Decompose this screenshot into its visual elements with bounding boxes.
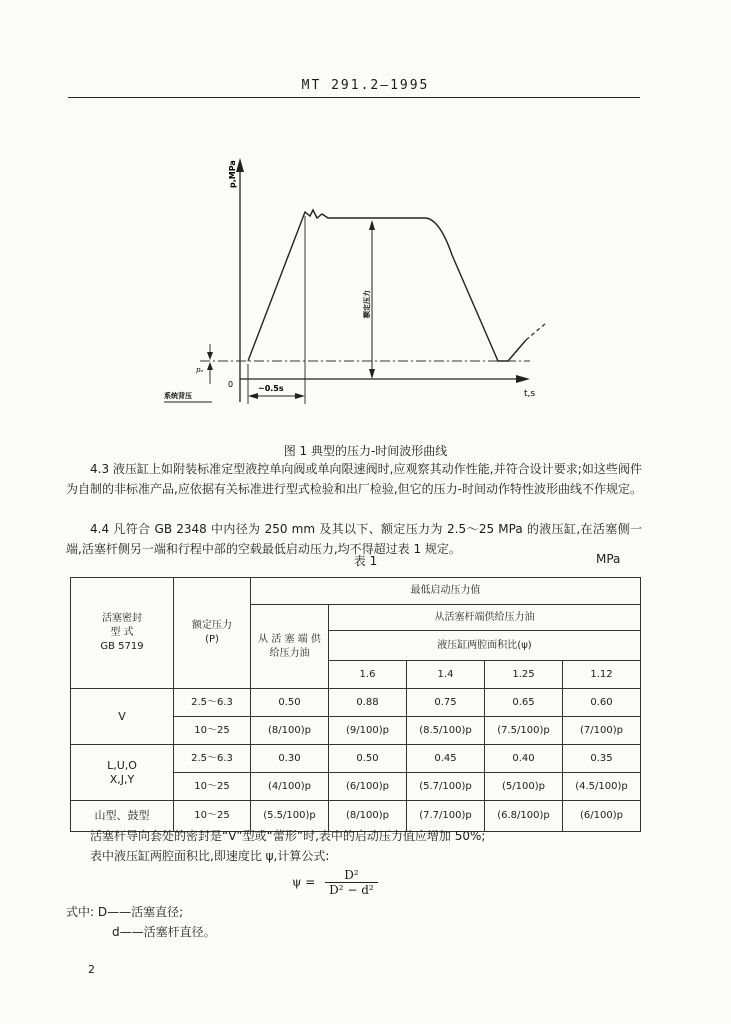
head-rated-pressure (174, 578, 251, 689)
cell: (6/100)p (329, 773, 407, 801)
cell: 0.35 (563, 745, 641, 773)
head-rated-pressure-l1: 额定压力 (192, 620, 232, 631)
section-4-4-text: 4.4 凡符合 GB 2348 中内径为 250 mm 及其以下、额定压力为 2.5～25 MPa 的液压缸,在活塞侧一端,活塞杆侧另一端和行程中部的空载最低启动压力,均不得超过表 1 规定。 (66, 522, 642, 556)
cell: 10～25 (174, 773, 251, 801)
cell: 10～25 (174, 801, 251, 832)
where-line-2: d——活塞杆直径。 (112, 925, 216, 939)
note-line-1: 活塞杆导向套处的密封是“V”型或“蕾形”时,表中的启动压力值应增加 50%; (90, 829, 486, 843)
seal-type-luo: L,U,O X,J,Y (71, 745, 174, 801)
cell: 2.5～6.3 (174, 745, 251, 773)
formula-denominator: D² − d² (329, 883, 374, 897)
cell: (7.7/100)p (407, 801, 485, 832)
pa-arrow-top (207, 352, 213, 360)
cell: 10～25 (174, 717, 251, 745)
cell: 0.75 (407, 689, 485, 717)
seal-type-v: V (71, 689, 174, 745)
figure-caption: 图 1 典型的压力-时间波形曲线 (283, 444, 448, 458)
cell: (6.8/100)p (485, 801, 563, 832)
rated-pressure-arrow-bottom (369, 369, 375, 379)
table-row (71, 689, 641, 717)
pressure-curve (248, 210, 526, 361)
head-rod-side: 从活塞杆端供给压力油 (329, 605, 641, 631)
head-seal-type-l1: 活塞密封 (102, 613, 142, 624)
cell: (7.5/100)p (485, 717, 563, 745)
head-piston-side-l2: 给压力油 (269, 647, 310, 659)
page-number: 2 (88, 963, 95, 976)
head-seal-type (71, 578, 174, 689)
cell: (4/100)p (251, 773, 329, 801)
cell: 0.30 (251, 745, 329, 773)
section-4-3-text: 4.3 液压缸上如附装标准定型液控单向阀或单向限速阀时,应观察其动作性能,并符合设计要求;如这些阀件为自制的非标准产品,应依据有关标准进行型式检验和出厂检验,但它的压力-时间动作特性波形曲线不作规定。 (66, 462, 642, 496)
table-row (71, 745, 641, 773)
ratio-4: 1.12 (563, 661, 641, 689)
head-rated-pressure-l2: (P) (205, 634, 219, 645)
pressure-time-figure (140, 140, 570, 435)
where-line-1: 式中: D——活塞直径; (66, 905, 184, 919)
ratio-2: 1.4 (407, 661, 485, 689)
y-axis-arrow (236, 158, 244, 172)
y-axis-label: p,MPa (228, 160, 237, 188)
cell: 0.88 (329, 689, 407, 717)
formula-fraction (325, 868, 378, 897)
head-area-ratio: 液压缸两腔面积比(ψ) (329, 631, 641, 661)
cell: (8/100)p (251, 717, 329, 745)
cell: (4.5/100)p (563, 773, 641, 801)
origin-label: 0 (228, 380, 234, 389)
cell: 0.65 (485, 689, 563, 717)
duration-label: ~0.5s (258, 384, 284, 393)
table-unit: MPa (596, 552, 621, 566)
x-axis-arrow (516, 375, 530, 383)
pa-arrow-bottom (207, 362, 213, 370)
document-header: MT 291.2—1995 (301, 78, 430, 93)
table-title: 表 1 (353, 554, 378, 568)
cell: (5.7/100)p (407, 773, 485, 801)
cell: (8.5/100)p (407, 717, 485, 745)
cell: (9/100)p (329, 717, 407, 745)
cell: (6/100)p (563, 801, 641, 832)
cell: (5.5/100)p (251, 801, 329, 832)
cell: 0.50 (329, 745, 407, 773)
ratio-1: 1.6 (329, 661, 407, 689)
x-axis-label: t,s (524, 389, 536, 399)
note-line-2: 表中液压缸两腔面积比,即速度比 ψ,计算公式: (90, 849, 330, 863)
cell: (7/100)p (563, 717, 641, 745)
curve-tail-dashed (526, 323, 546, 340)
min-start-pressure-table (70, 577, 641, 832)
cell: 0.45 (407, 745, 485, 773)
speed-ratio-formula (292, 868, 378, 897)
notes (66, 826, 642, 866)
header-rule (68, 97, 640, 98)
cell: (8/100)p (329, 801, 407, 832)
formula-numerator: D² (325, 868, 378, 883)
where-clause (66, 902, 642, 942)
head-seal-type-l3: GB 5719 (100, 641, 144, 652)
formula-lhs: ψ = (292, 875, 316, 889)
duration-arrow-left (248, 393, 258, 399)
seal-type-mountain: 山型、鼓型 (71, 801, 174, 832)
cell: 0.40 (485, 745, 563, 773)
backpressure-label: 系统背压 (164, 392, 192, 400)
head-seal-type-l2: 型 式 (110, 627, 134, 638)
head-min-start: 最低启动压力值 (251, 578, 641, 605)
rated-pressure-label: 额定压力 (363, 290, 371, 318)
ratio-3: 1.25 (485, 661, 563, 689)
head-piston-side (251, 605, 329, 689)
head-piston-side-l1: 从 活 塞 端 供 (258, 633, 321, 645)
cell: 0.50 (251, 689, 329, 717)
duration-arrow-right (295, 393, 305, 399)
rated-pressure-arrow-top (369, 220, 375, 230)
pa-label: pₐ (196, 366, 204, 374)
section-4-3 (66, 459, 642, 499)
cell: 0.60 (563, 689, 641, 717)
cell: 2.5～6.3 (174, 689, 251, 717)
cell: (5/100)p (485, 773, 563, 801)
